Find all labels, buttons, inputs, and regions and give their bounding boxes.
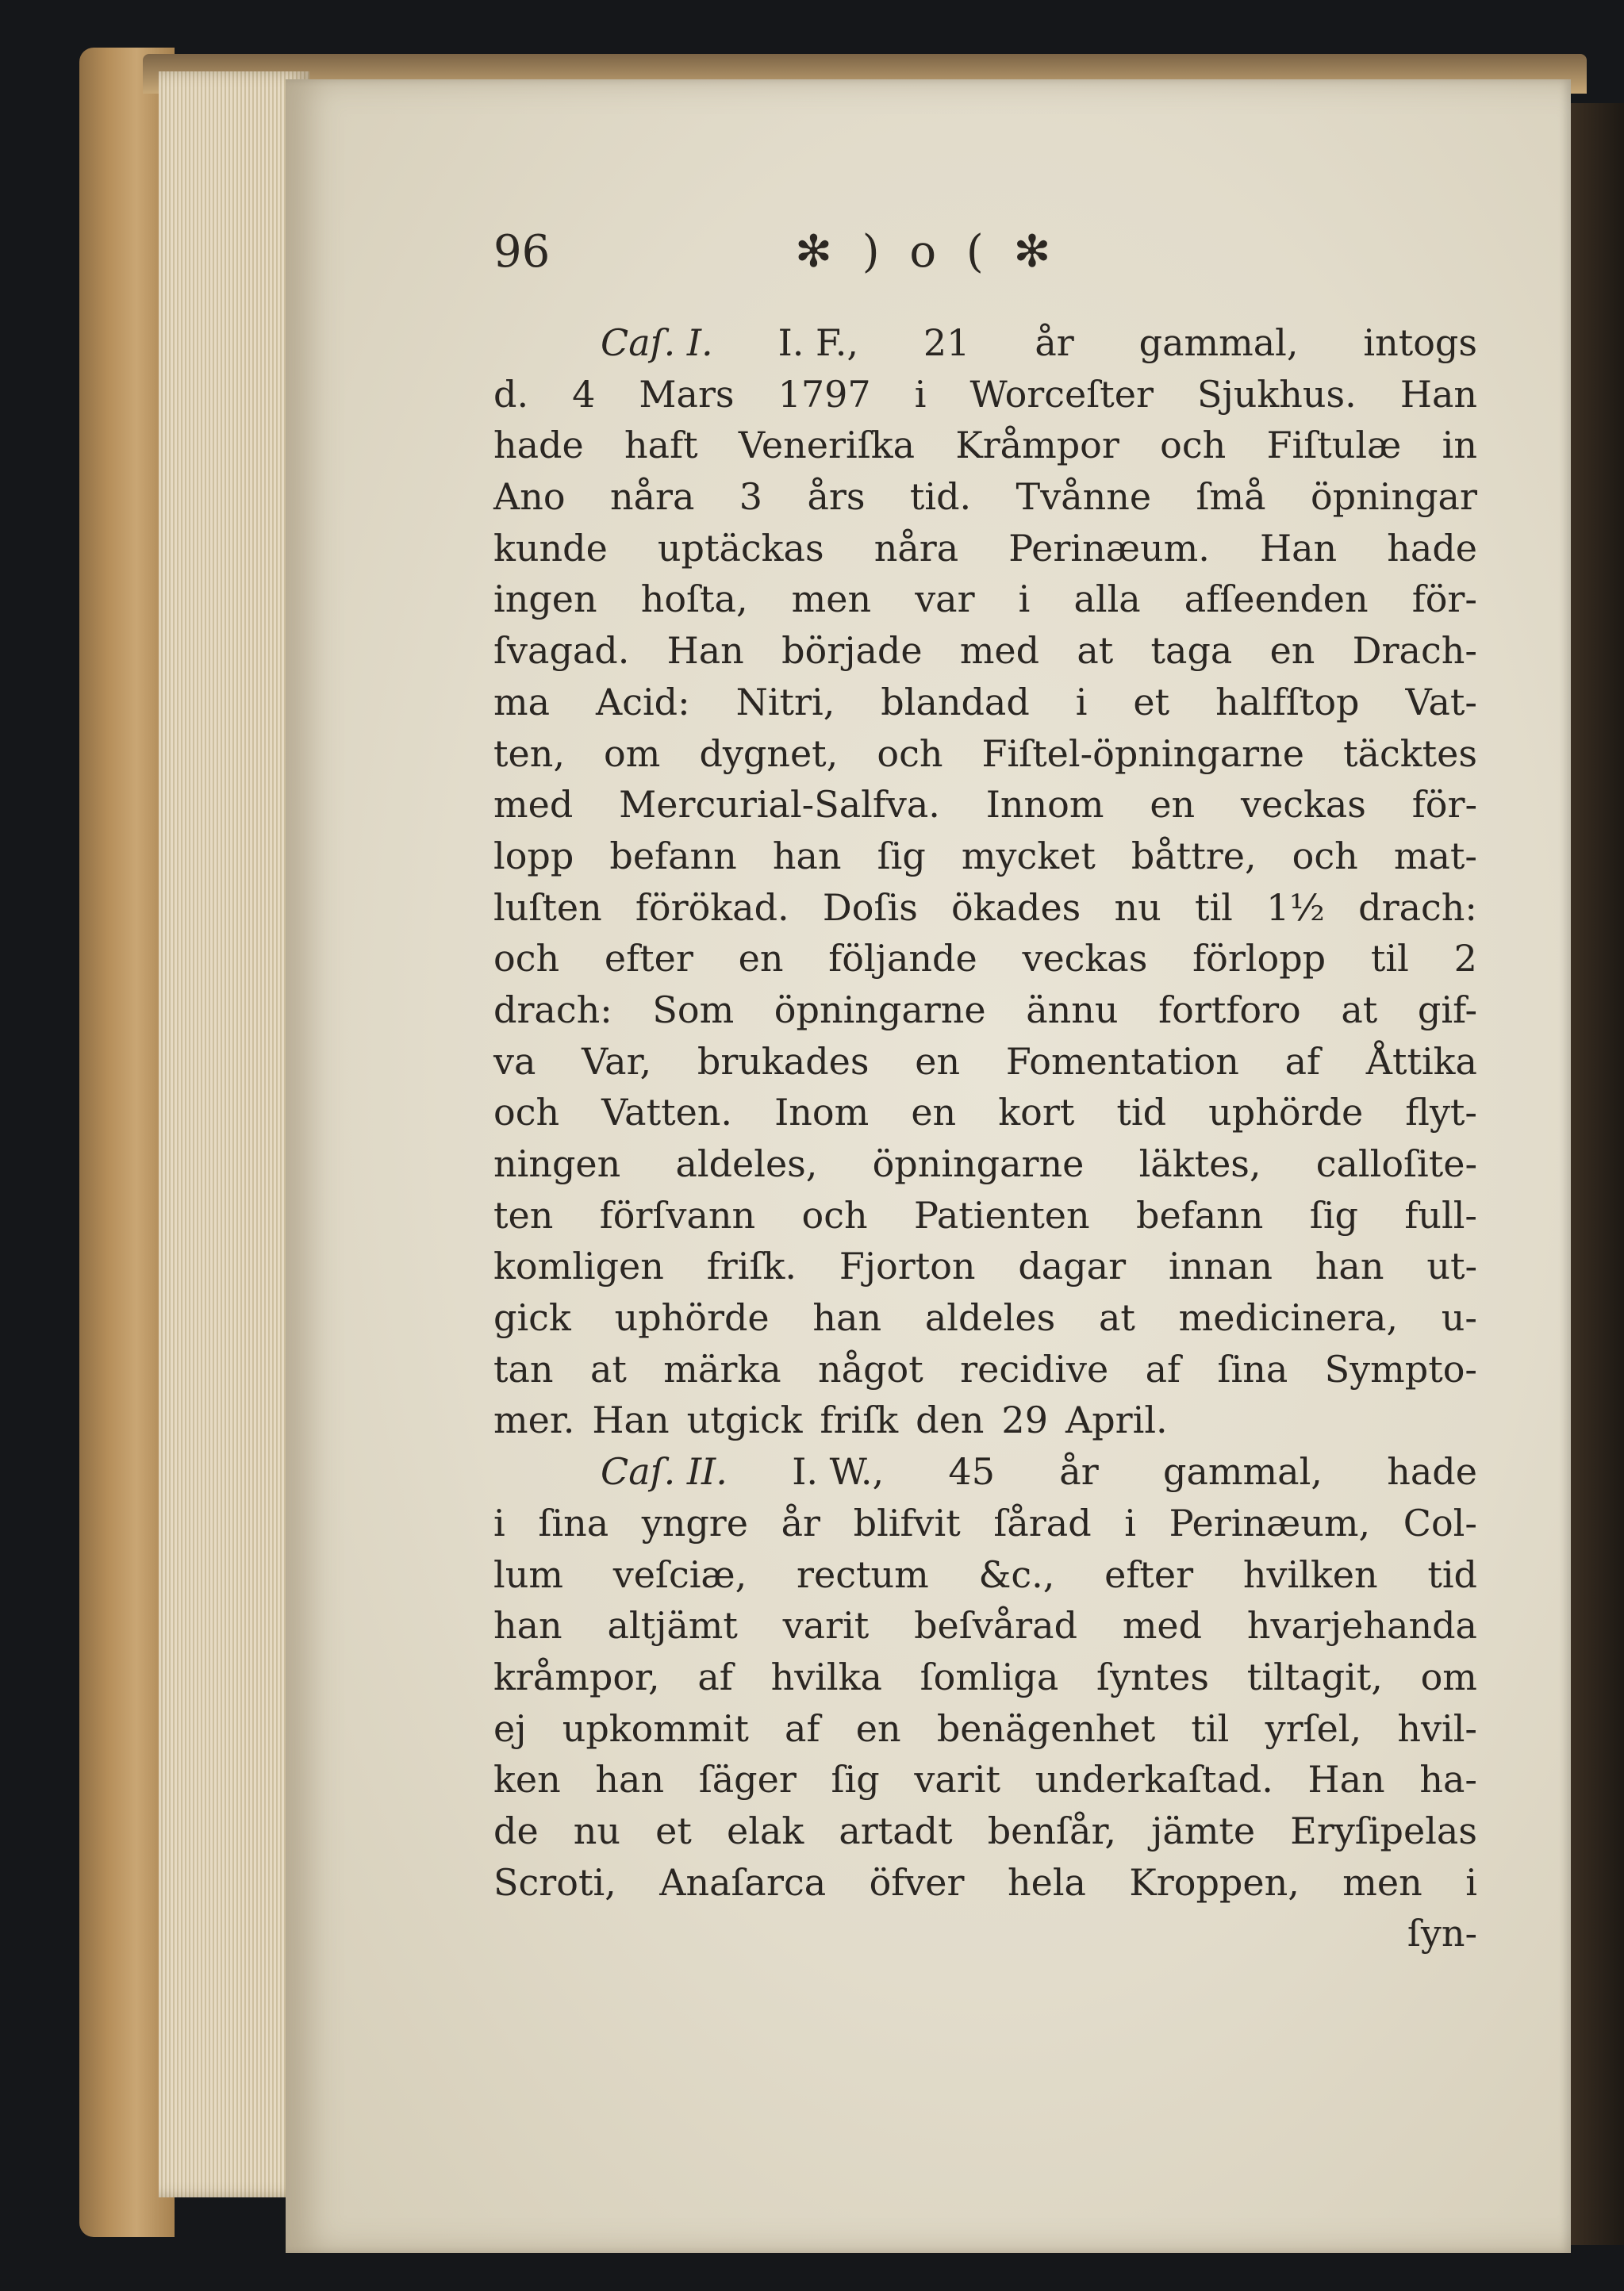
word: Sjukhus. [1197,372,1357,416]
word: kunde [493,526,608,570]
word: Fjorton [839,1245,976,1288]
text-line [493,1652,1477,1703]
word: förökad. [635,885,789,929]
word: ſina [1217,1347,1288,1391]
word: utgick [686,1399,803,1442]
word: Han [1259,526,1338,570]
word: för- [1411,578,1477,621]
word: och [493,937,560,980]
word: yngre [641,1501,749,1545]
word: et [1133,680,1170,723]
word: hela [1007,1860,1086,1904]
word: I. F., [777,321,858,364]
word: 4 [572,372,596,416]
word: Kråmpor [955,424,1119,467]
word: han [812,1296,882,1340]
word: friſk [820,1399,899,1442]
word: Anaſarca [659,1860,827,1904]
word: intogs [1363,321,1477,364]
word: artadt [839,1809,953,1852]
word: hoſta, [640,578,748,621]
word: underkaſtad. [1035,1758,1273,1802]
text-line [493,1395,1477,1446]
word: Han [666,629,744,673]
word: nu [573,1809,621,1852]
word: &c., [978,1552,1055,1596]
word: til [1370,937,1409,980]
word: altjämt [607,1604,738,1648]
text-line [493,831,1477,882]
word: han [772,834,842,877]
word: mat- [1393,834,1477,877]
word: Scroti, [493,1860,616,1904]
word: til [1194,885,1233,929]
word: en [911,1091,957,1134]
word: fortforo [1158,988,1301,1031]
word: ſig [831,1758,880,1802]
word: beſvårad [914,1604,1078,1648]
word: Inom [774,1091,870,1134]
word: Perinæum. [1008,526,1210,570]
word: innan [1168,1245,1273,1288]
word: uphörde [1208,1091,1364,1134]
text-line [493,1446,1477,1498]
catchword [493,1908,1477,1959]
word: och [493,1091,560,1134]
text-line [493,625,1477,677]
word: befann [1136,1193,1264,1237]
word: Caſ. I. [601,321,713,364]
word: ha- [1419,1758,1477,1802]
word: uphörde [614,1296,770,1340]
text-line [493,933,1477,984]
word: I. W., [792,1450,885,1494]
text-line [493,317,1477,369]
word: års [807,475,866,519]
word: Ano [493,475,566,519]
word: hvil- [1397,1706,1477,1750]
word: tid [1427,1552,1477,1596]
word: öpningarne [872,1142,1085,1185]
word: gammal, [1163,1450,1323,1494]
running-head-ornament: ✻ ) o ( ✻ [795,226,1059,278]
word: ut- [1426,1245,1477,1288]
word: af [785,1706,820,1750]
text-line [493,1857,1477,1909]
word: ſmå [1196,475,1266,519]
word: gif- [1417,988,1477,1031]
word: lum [493,1552,563,1596]
word: men [1342,1860,1422,1904]
word: men [791,578,872,621]
word: och [1160,424,1227,467]
word: om [604,731,661,775]
word: han [595,1758,665,1802]
word: båttre, [1131,834,1257,877]
word: hvarjehanda [1246,1604,1477,1648]
word: ſyntes [1096,1655,1209,1698]
word: tan [493,1347,554,1391]
word: at [589,1347,627,1391]
word: efter [604,937,693,980]
word: öfver [869,1860,965,1904]
word: Eryſipelas [1290,1809,1477,1852]
word: ma [493,680,551,723]
word: i [1075,680,1088,723]
word: ningen [493,1142,621,1185]
word: Veneriſka [738,424,916,467]
word: ſig [1309,1193,1358,1237]
word: at [1098,1296,1135,1340]
word: ſårad [993,1501,1092,1545]
word: nu [1114,885,1161,929]
word: nåra [873,526,959,570]
word: Doſis [822,885,918,929]
word: en [855,1706,901,1750]
word: ſyn- [1407,1912,1477,1955]
word: gick [493,1296,571,1340]
word: Patienten [913,1193,1090,1237]
word: veckas [1022,937,1148,980]
word: af [1284,1039,1321,1083]
word: hade [493,424,584,467]
text-line [493,1036,1477,1088]
text-line [493,728,1477,780]
word: in [1442,424,1477,467]
word: aldeles [924,1296,1056,1340]
word: år [1059,1450,1099,1494]
word: veſciæ, [612,1552,747,1596]
word: den [916,1399,985,1442]
word: ej [493,1706,527,1750]
word: ſomliga [919,1655,1059,1698]
text-line [493,1600,1477,1652]
word: ten, [493,731,565,775]
word: kråmpor, [493,1655,660,1698]
word: full- [1404,1193,1477,1237]
word: efter [1104,1552,1194,1596]
word: ſvagad. [493,629,630,673]
word: va [493,1039,536,1083]
text-line [493,779,1477,831]
word: til [1191,1706,1230,1750]
page-number: 96 [493,226,551,278]
word: i [1465,1860,1477,1904]
word: täcktes [1343,731,1477,775]
word: han [493,1604,562,1648]
word: jämte [1151,1809,1256,1852]
background-edge [1571,103,1624,2245]
word: Som [652,988,735,1031]
word: hade [1387,1450,1477,1494]
word: i [1018,578,1031,621]
word: blifvit [853,1501,961,1545]
text-line [493,1498,1477,1549]
word: rectum [797,1552,929,1596]
word: haft [624,424,698,467]
word: at [1341,988,1378,1031]
text-line [493,984,1477,1036]
word: följande [828,937,977,980]
word: tid [1116,1091,1167,1134]
word: u- [1441,1296,1477,1340]
word: i [914,372,927,416]
word: med [493,783,574,827]
word: började [781,629,923,673]
word: afſeenden [1184,578,1369,621]
word: förlopp [1192,937,1326,980]
word: tiltagit, [1246,1655,1383,1698]
word: d. [493,372,529,416]
word: ten [493,1193,554,1237]
word: calloſite- [1315,1142,1477,1185]
word: drach: [1358,885,1477,929]
word: luſten [493,885,602,929]
word: at [1077,629,1114,673]
text-line [493,882,1477,934]
word: dygnet, [699,731,839,775]
word: recidive [960,1347,1109,1391]
word: i [493,1501,505,1545]
word: kort [998,1091,1075,1134]
word: Innom [985,783,1104,827]
word: Vat- [1405,680,1477,723]
word: ſina [538,1501,609,1545]
word: var [915,578,975,621]
text-line [493,523,1477,574]
word: nåra [609,475,695,519]
word: Han [592,1399,670,1442]
word: flyt- [1405,1091,1477,1134]
text-line [493,1292,1477,1344]
word: drach: [493,988,612,1031]
word: Mercurial-Salfva. [619,783,940,827]
page-header [493,226,1207,290]
word: blandad [881,680,1030,723]
word: Mars [639,372,735,416]
word: förſvann [599,1193,756,1237]
text-line [493,1087,1477,1138]
word: Tvånne [1015,475,1152,519]
word: dagar [1018,1245,1127,1288]
word: en [1269,629,1315,673]
word: varit [782,1604,870,1648]
word: läktes, [1138,1142,1261,1185]
text-line [493,1806,1477,1857]
word: mer. [493,1399,575,1442]
word: Drach- [1352,629,1477,673]
word: April. [1065,1399,1168,1442]
word: Fomentation [1005,1039,1239,1083]
word: et [655,1809,692,1852]
word: mycket [961,834,1096,877]
word: Worceſter [969,372,1154,416]
text-line [493,471,1477,523]
text-line [493,1344,1477,1395]
word: Fiſtulæ [1266,424,1402,467]
word: med [1122,1604,1203,1648]
text-line [493,677,1477,728]
word: medicinera, [1178,1296,1399,1340]
word: taga [1150,629,1233,673]
text-line [493,420,1477,471]
text-line [493,1754,1477,1806]
word: märka [663,1347,781,1391]
word: Var, [582,1039,652,1083]
word: en [1150,783,1196,827]
word: Acid: [595,680,690,723]
word: öpningarne [774,988,986,1031]
word: uptäckas [657,526,824,570]
word: aldeles, [675,1142,818,1185]
word: ſig [877,834,926,877]
word: hvilken [1242,1552,1378,1596]
text-line [493,1190,1477,1241]
word: yrſel, [1265,1706,1362,1750]
word: benſår, [987,1809,1117,1852]
word: 45 [948,1450,995,1494]
word: hvilka [770,1655,882,1698]
text-line [493,1703,1477,1755]
word: Col- [1403,1501,1477,1545]
word: Han [1307,1758,1385,1802]
word: komligen [493,1245,664,1288]
word: hade [1387,526,1477,570]
word: ingen [493,578,597,621]
word: Sympto- [1324,1347,1477,1391]
word: veckas [1241,783,1366,827]
word: friſk. [706,1245,797,1288]
text-line [493,1549,1477,1601]
word: och [1292,834,1358,877]
word: upkommit [562,1706,749,1750]
word: 21 [923,321,970,364]
word: ännu [1026,988,1119,1031]
word: af [697,1655,733,1698]
word: ökades [951,885,1081,929]
word: han [1315,1245,1384,1288]
word: Caſ. II. [601,1450,728,1494]
text-line [493,369,1477,420]
word: och [877,731,943,775]
word: varit [914,1758,1000,1802]
body-text [493,317,1477,1959]
word: Han [1399,372,1477,416]
word: Fiſtel-öpningarne [981,731,1304,775]
word: befann [609,834,737,877]
word: Perinæum, [1169,1501,1371,1545]
word: benägenhet [936,1706,1156,1750]
word: elak [726,1809,804,1852]
word: gammal, [1138,321,1299,364]
word: år [1035,321,1074,364]
word: Vatten. [601,1091,733,1134]
word: lopp [493,834,574,877]
word: och [801,1193,868,1237]
word: Kroppen, [1129,1860,1300,1904]
word: Åttika [1365,1039,1477,1083]
word: alla [1073,578,1141,621]
text-line [493,574,1477,625]
word: ſäger [698,1758,797,1802]
word: 29 [1001,1399,1048,1442]
word: 3 [739,475,763,519]
word: för- [1411,783,1477,827]
word: år [781,1501,821,1545]
word: halfſtop [1215,680,1360,723]
word: 2 [1453,937,1477,980]
text-line [493,1241,1477,1292]
text-line [493,1138,1477,1190]
word: 1½ [1266,885,1325,929]
word: 1797 [777,372,871,416]
word: i [1124,1501,1136,1545]
word: tid. [909,475,972,519]
word: om [1420,1655,1477,1698]
word: brukades [697,1039,870,1083]
word: öpningar [1310,475,1477,519]
word: ken [493,1758,561,1802]
word: med [959,629,1040,673]
word: Nitri, [735,680,835,723]
word: något [818,1347,923,1391]
word: de [493,1809,539,1852]
word: en [915,1039,961,1083]
word: af [1145,1347,1181,1391]
word: en [738,937,784,980]
